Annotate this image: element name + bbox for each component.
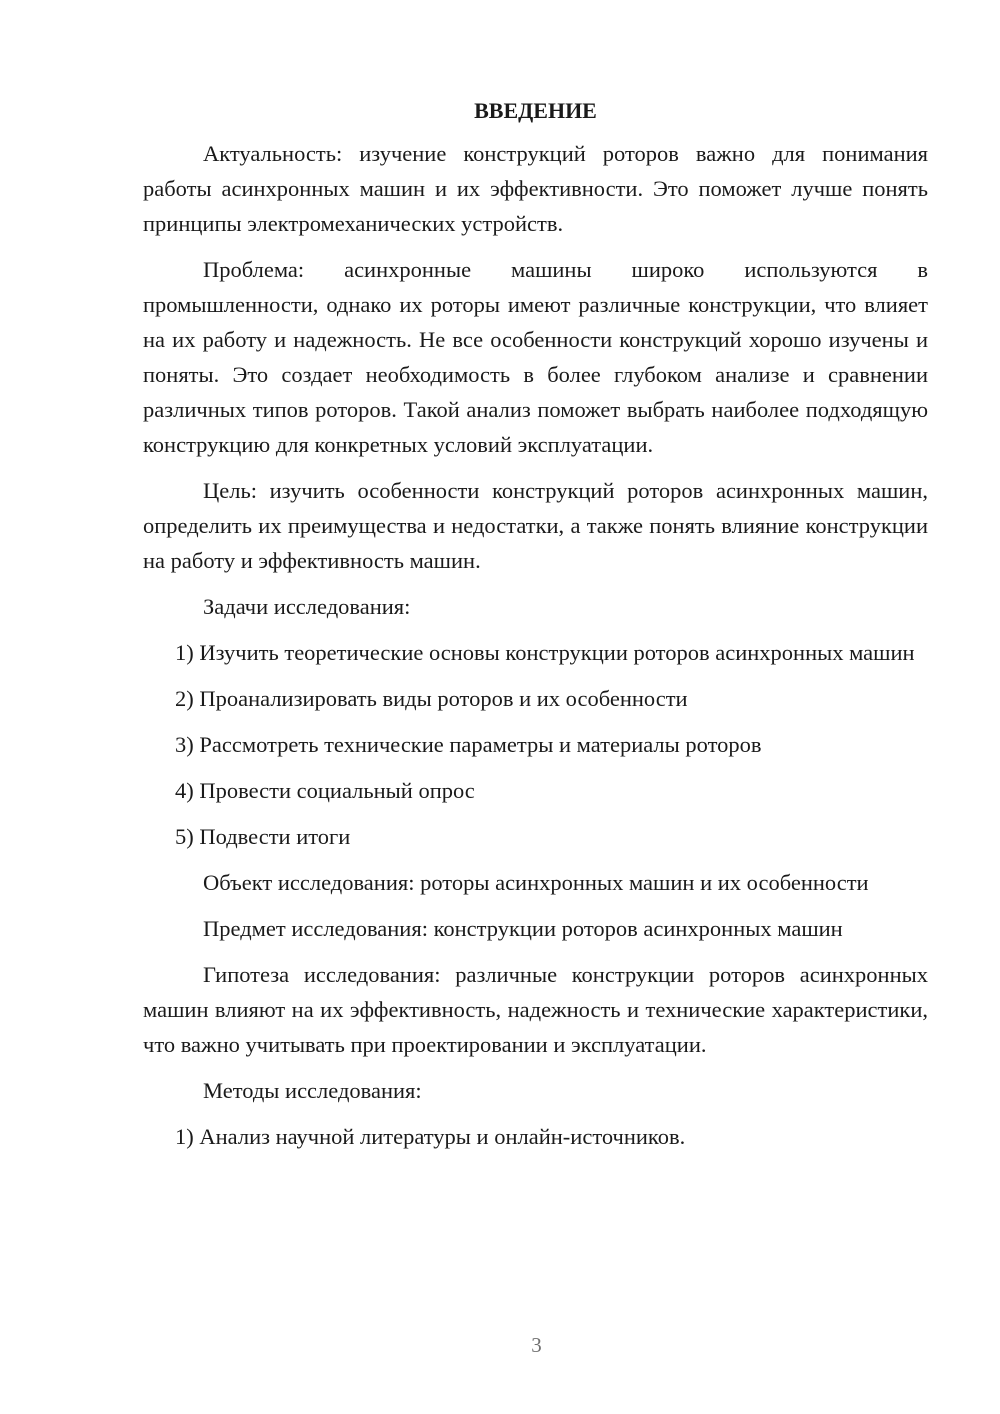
object-paragraph: Объект исследования: роторы асинхронных машин и их особенности (203, 870, 869, 895)
document-title: ВВЕДЕНИЕ (474, 98, 597, 123)
document-page (143, 96, 928, 1165)
methods-heading: Методы исследования: (203, 1078, 422, 1103)
task-item: 3) Рассмотреть технические параметры и материалы роторов (175, 732, 762, 757)
goal-paragraph: Цель: изучить особенности конструкций роторов асинхронных машин, определить их преимущества и недостатки, а также понять влияние конструкции на работу и эффективность машин. (143, 478, 928, 573)
relevance-paragraph: Актуальность: изучение конструкций роторов важно для понимания работы асинхронных машин и их эффективности. Это поможет лучше понять принципы электромеханических устройств. (143, 141, 928, 236)
hypothesis-paragraph: Гипотеза исследования: различные конструкции роторов асинхронных машин влияют на их эффективность, надежность и технические характеристики, что важно учитывать при проектировании и эксплуатации. (143, 962, 928, 1057)
task-item: 1) Изучить теоретические основы конструкции роторов асинхронных машин (175, 640, 915, 665)
subject-paragraph: Предмет исследования: конструкции роторов асинхронных машин (203, 916, 843, 941)
methods-list (143, 1119, 928, 1154)
task-item: 4) Провести социальный опрос (175, 778, 475, 803)
tasks-list (143, 635, 928, 854)
task-item: 2) Проанализировать виды роторов и их особенности (175, 686, 688, 711)
tasks-heading: Задачи исследования: (203, 594, 411, 619)
page-number: 3 (531, 1333, 542, 1357)
task-item: 5) Подвести итоги (175, 824, 351, 849)
problem-paragraph: Проблема: асинхронные машины широко используются в промышленности, однако их роторы имеют различные конструкции, что влияет на их работу и надежность. Не все особенности конструкций хорошо изучены и поняты. Это создает необходимость в более глубоком анализе и сравнении различных типов роторов. Такой анализ поможет выбрать наиболее подходящую конструкцию для конкретных условий эксплуатации. (143, 257, 928, 457)
method-item: 1) Анализ научной литературы и онлайн-источников. (175, 1124, 686, 1149)
